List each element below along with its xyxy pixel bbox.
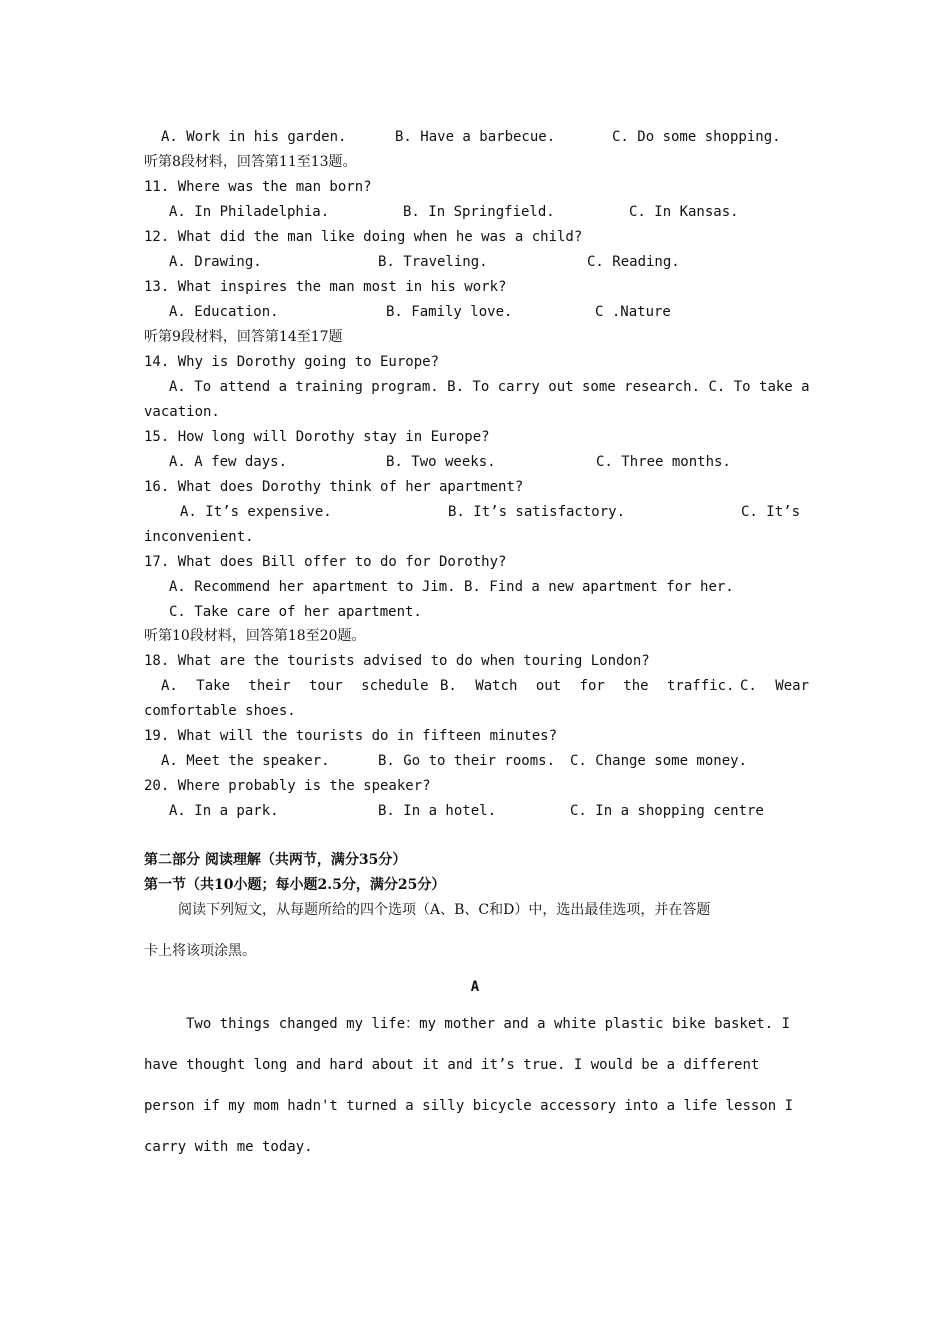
passage-line-4: carry with me today. — [144, 1139, 313, 1155]
q14-options-line: A. To attend a training program. B. To carry out some research. C. To take a — [169, 379, 810, 395]
q16-option-b: B. It’s satisfactory. — [448, 504, 626, 520]
q11-option-b: B. In Springfield. — [403, 204, 555, 220]
q19-option-b: B. Go to their rooms. — [378, 753, 556, 769]
q18-options-continued: comfortable shoes. — [144, 703, 296, 719]
q13-option-b: B. Family love. — [386, 304, 513, 320]
q12-option-b: B. Traveling. — [378, 254, 488, 270]
q18-stem: 18. What are the tourists advised to do when touring London? — [144, 653, 650, 669]
q12-option-a: A. Drawing. — [169, 254, 262, 270]
q10-option-a: A. Work in his garden. — [161, 129, 347, 145]
passage-line-1: Two things changed my life：my mother and a white plastic bike basket. I — [186, 1016, 791, 1032]
q16-stem: 16. What does Dorothy think of her apartment? — [144, 479, 524, 495]
q18-option-b: B. Watch out for the traffic. — [440, 678, 735, 694]
q10-option-c: C. Do some shopping. — [612, 129, 781, 145]
q13-option-c: C .Nature — [595, 304, 671, 320]
q19-option-c: C. Change some money. — [570, 753, 748, 769]
q11-option-a: A. In Philadelphia. — [169, 204, 330, 220]
q15-option-a: A. A few days. — [169, 454, 288, 470]
q14-stem: 14. Why is Dorothy going to Europe? — [144, 354, 440, 370]
q20-option-c: C. In a shopping centre — [570, 803, 764, 819]
q18-option-c: C. Wear — [740, 678, 810, 694]
q20-option-a: A. In a park. — [169, 803, 279, 819]
section10-header: 听第10段材料，回答第18至20题。 — [144, 628, 366, 644]
q18-option-a: A. Take their tour schedule — [161, 678, 429, 694]
section8-header: 听第8段材料，回答第11至13题。 — [144, 154, 357, 170]
passage-label: A — [470, 979, 480, 995]
q11-stem: 11. Where was the man born? — [144, 179, 372, 195]
passage-line-2: have thought long and hard about it and it’s true. I would be a different — [144, 1057, 760, 1073]
q15-option-b: B. Two weeks. — [386, 454, 496, 470]
q12-option-c: C. Reading. — [587, 254, 680, 270]
q15-option-c: C. Three months. — [596, 454, 731, 470]
part2-instruction-line1: 阅读下列短文，从每题所给的四个选项（A、B、C和D）中，选出最佳选项，并在答题 — [178, 902, 711, 918]
q17-options-line: A. Recommend her apartment to Jim. B. Find a new apartment for her. — [169, 579, 734, 595]
q16-option-c: C. It’s — [741, 504, 801, 520]
q19-stem: 19. What will the tourists do in fifteen minutes? — [144, 728, 558, 744]
q17-stem: 17. What does Bill offer to do for Dorothy? — [144, 554, 507, 570]
part2-section1-title: 第一节（共10小题；每小题2.5分，满分25分） — [144, 877, 446, 893]
q20-stem: 20. Where probably is the speaker? — [144, 778, 431, 794]
q15-stem: 15. How long will Dorothy stay in Europe? — [144, 429, 490, 445]
q20-option-b: B. In a hotel. — [378, 803, 497, 819]
q12-stem: 12. What did the man like doing when he was a child? — [144, 229, 583, 245]
q11-option-c: C. In Kansas. — [629, 204, 739, 220]
part2-title: 第二部分 阅读理解（共两节，满分35分） — [144, 852, 407, 868]
passage-line-3: person if my mom hadn't turned a silly bicycle accessory into a life lesson I — [144, 1098, 794, 1114]
section9-header: 听第9段材料，回答第14至17题 — [144, 329, 343, 345]
q14-options-continued: vacation. — [144, 404, 220, 420]
q16-options-continued: inconvenient. — [144, 529, 254, 545]
part2-instruction-line2: 卡上将该项涂黑。 — [144, 943, 256, 959]
q13-option-a: A. Education. — [169, 304, 279, 320]
q16-option-a: A. It’s expensive. — [180, 504, 332, 520]
q17-option-c: C. Take care of her apartment. — [169, 604, 422, 620]
q13-stem: 13. What inspires the man most in his work? — [144, 279, 507, 295]
q19-option-a: A. Meet the speaker. — [161, 753, 330, 769]
q10-option-b: B. Have a barbecue. — [395, 129, 556, 145]
